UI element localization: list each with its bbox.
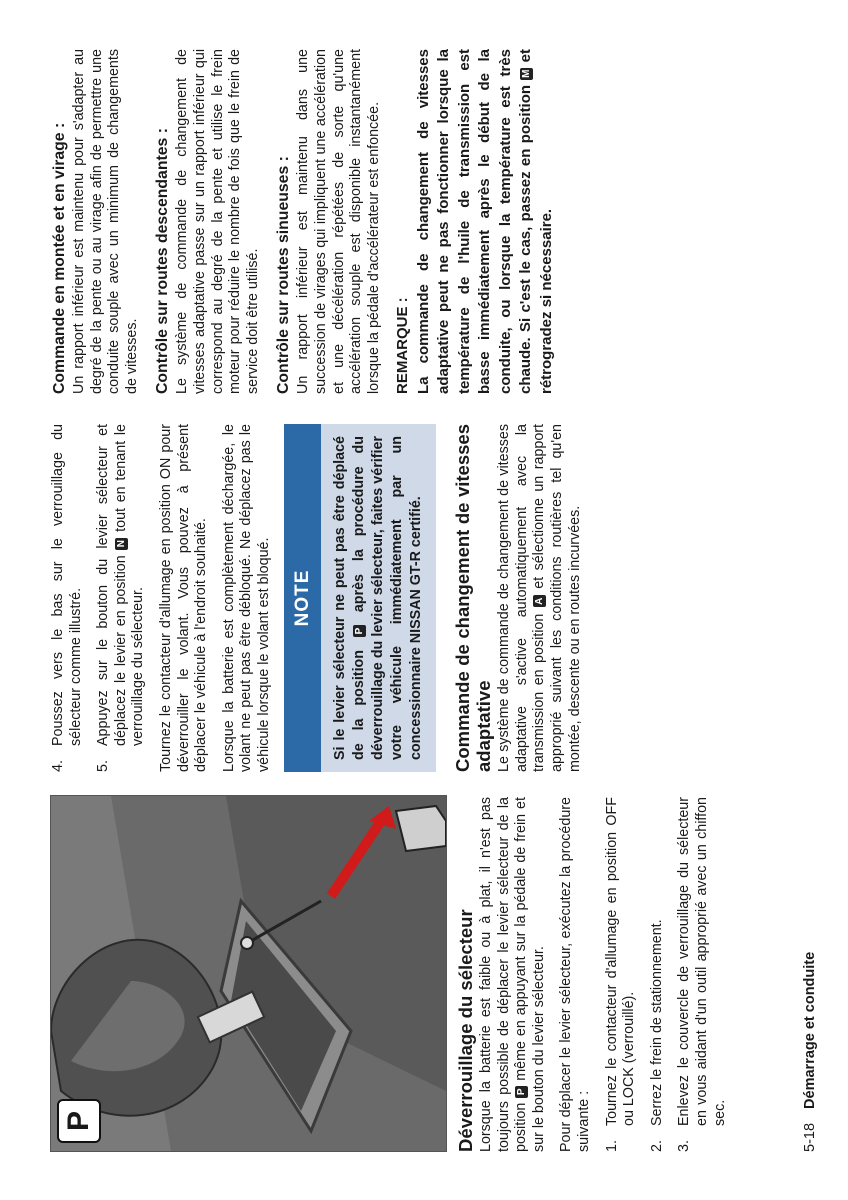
paragraph-winding: Un rapport inférieur est maintenu dans une succession de virages qui impliquent une accélération et une décélération répétées de sorte qu'une accélération souple est disponible instantanément lorsque la pédale d'accélérateur est enfoncée.: [295, 49, 382, 394]
shifter-drawing: [51, 796, 446, 1151]
steps-list-continued: [50, 424, 148, 772]
step-text: Serrez le frein de stationnement.: [648, 919, 665, 1126]
column-3: [50, 49, 557, 394]
shifter-lock-illustration: [50, 795, 447, 1152]
step-2: [649, 797, 667, 1152]
paragraph-ignition-on: Tournez le contacteur d'allumage en position ON pour déverrouiller le volant. Vous pouvez à présent déplacer le véhicule à l'endroit souhaité.: [157, 424, 210, 772]
text: et rétrogradez si nécessaire.: [517, 49, 555, 394]
manual-key-icon: M: [521, 69, 533, 78]
text: après la procédure du déverrouillage du levier sélecteur, faites vérifier votre véhicule immédiatement par un concessionnaire NISSAN GT-R certifié.: [351, 436, 425, 760]
step-number: 1.: [603, 1140, 620, 1152]
text: La commande de changement de vitesses adaptative peut ne pas fonctionner lorsque la température de l'huile de transmission est basse immédiatement après le début de la conduite, ou lorsque la température est très chaude. Si c'est le cas, passez en position: [414, 49, 535, 394]
heading-selector-release: Déverrouillage du sélecteur: [455, 909, 476, 1152]
neutral-key-icon: N: [115, 538, 128, 550]
paragraph-uphill: Un rapport inférieur est maintenu pour s'adapter au degré de la pente ou au virage afin de permettre une conduite souple avec un minimum de changements de vitesses.: [71, 49, 140, 394]
text: Si le levier sélecteur ne peut pas être déplacé de la position: [332, 436, 368, 760]
paragraph-battery-weak: [478, 797, 548, 1152]
step-text: tout en tenant le verrouillage du sélecteur.: [112, 424, 147, 746]
text: Le système de commande de changement de vitesses adaptative s'active automatiquement avec la transmission en position: [496, 424, 548, 772]
step-text: Appuyez sur le bouton du levier sélecteur et déplacez le levier en position: [95, 424, 129, 746]
paragraph-procedure-intro: Pour déplacer le levier sélecteur, exécutez la procédure suivante :: [558, 797, 592, 1152]
page-footer: [802, 952, 818, 1152]
heading-adaptive-shift: Commande de changement de vitesses adaptative: [452, 424, 495, 772]
step-3: [676, 797, 729, 1152]
step-4: [50, 424, 85, 772]
heading-winding: Contrôle sur routes sinueuses :: [275, 156, 293, 394]
park-badge: P: [57, 1099, 101, 1143]
note-box: [284, 424, 437, 772]
paragraph-adaptive-shift: [496, 424, 584, 772]
auto-key-icon: A: [533, 595, 546, 607]
section-title: Démarrage et conduite: [802, 951, 818, 1109]
step-text: Enlevez le couvercle de verrouillage du sélecteur en vous aidant d'un outil approprié avec un chiffon sec.: [676, 797, 728, 1126]
heading-uphill: Commande en montée et en virage :: [51, 122, 68, 394]
park-key-icon: P: [353, 625, 366, 637]
remark-body: [414, 49, 558, 394]
steps-list: [604, 797, 730, 1152]
column-1: [50, 797, 739, 1152]
note-body: [321, 424, 436, 772]
heading-downhill: Contrôle sur routes descendantes :: [154, 128, 172, 394]
paragraph-battery-discharged: Lorsque la batterie est complètement déchargée, le volant ne peut pas être débloqué. Ne déplacez pas le véhicule lorsque le volant est bloqué.: [220, 424, 272, 772]
step-number: 2.: [648, 1140, 665, 1152]
remark-title: REMARQUE :: [394, 297, 412, 394]
column-2: [50, 424, 594, 772]
paragraph-downhill: Le système de commande de changement de vitesses adaptative passe sur un rapport inférieur qui correspond au degré de la pente et utilise le frein moteur pour réduire le nombre de fois que le frein de service doit être utilisé.: [174, 49, 261, 394]
note-title: NOTE: [284, 424, 322, 772]
page-number: 5-18: [802, 1122, 818, 1152]
text: même en appuyant sur la pédale de frein et sur le bouton du levier sélecteur.: [513, 797, 547, 1152]
park-key-icon: P: [515, 1086, 528, 1098]
text: Lorsque la batterie est faible ou à plat, il n'est pas toujours possible de déplacer le levier sélecteur de la position: [478, 797, 530, 1152]
step-5: [95, 424, 148, 772]
step-1: [604, 797, 639, 1152]
step-number: 4.: [50, 760, 66, 772]
step-number: 5.: [95, 760, 112, 772]
step-text: Poussez vers le bas sur le verrouillage du sélecteur comme illustré.: [50, 424, 84, 746]
step-number: 3.: [676, 1140, 693, 1152]
text: et sélectionne un rapport approprié suivant les conditions routières tel qu'en montée, descente ou en routes incurvées.: [531, 423, 583, 772]
step-text: Tournez le contacteur d'allumage en position OFF ou LOCK (verrouillé).: [603, 797, 638, 1126]
